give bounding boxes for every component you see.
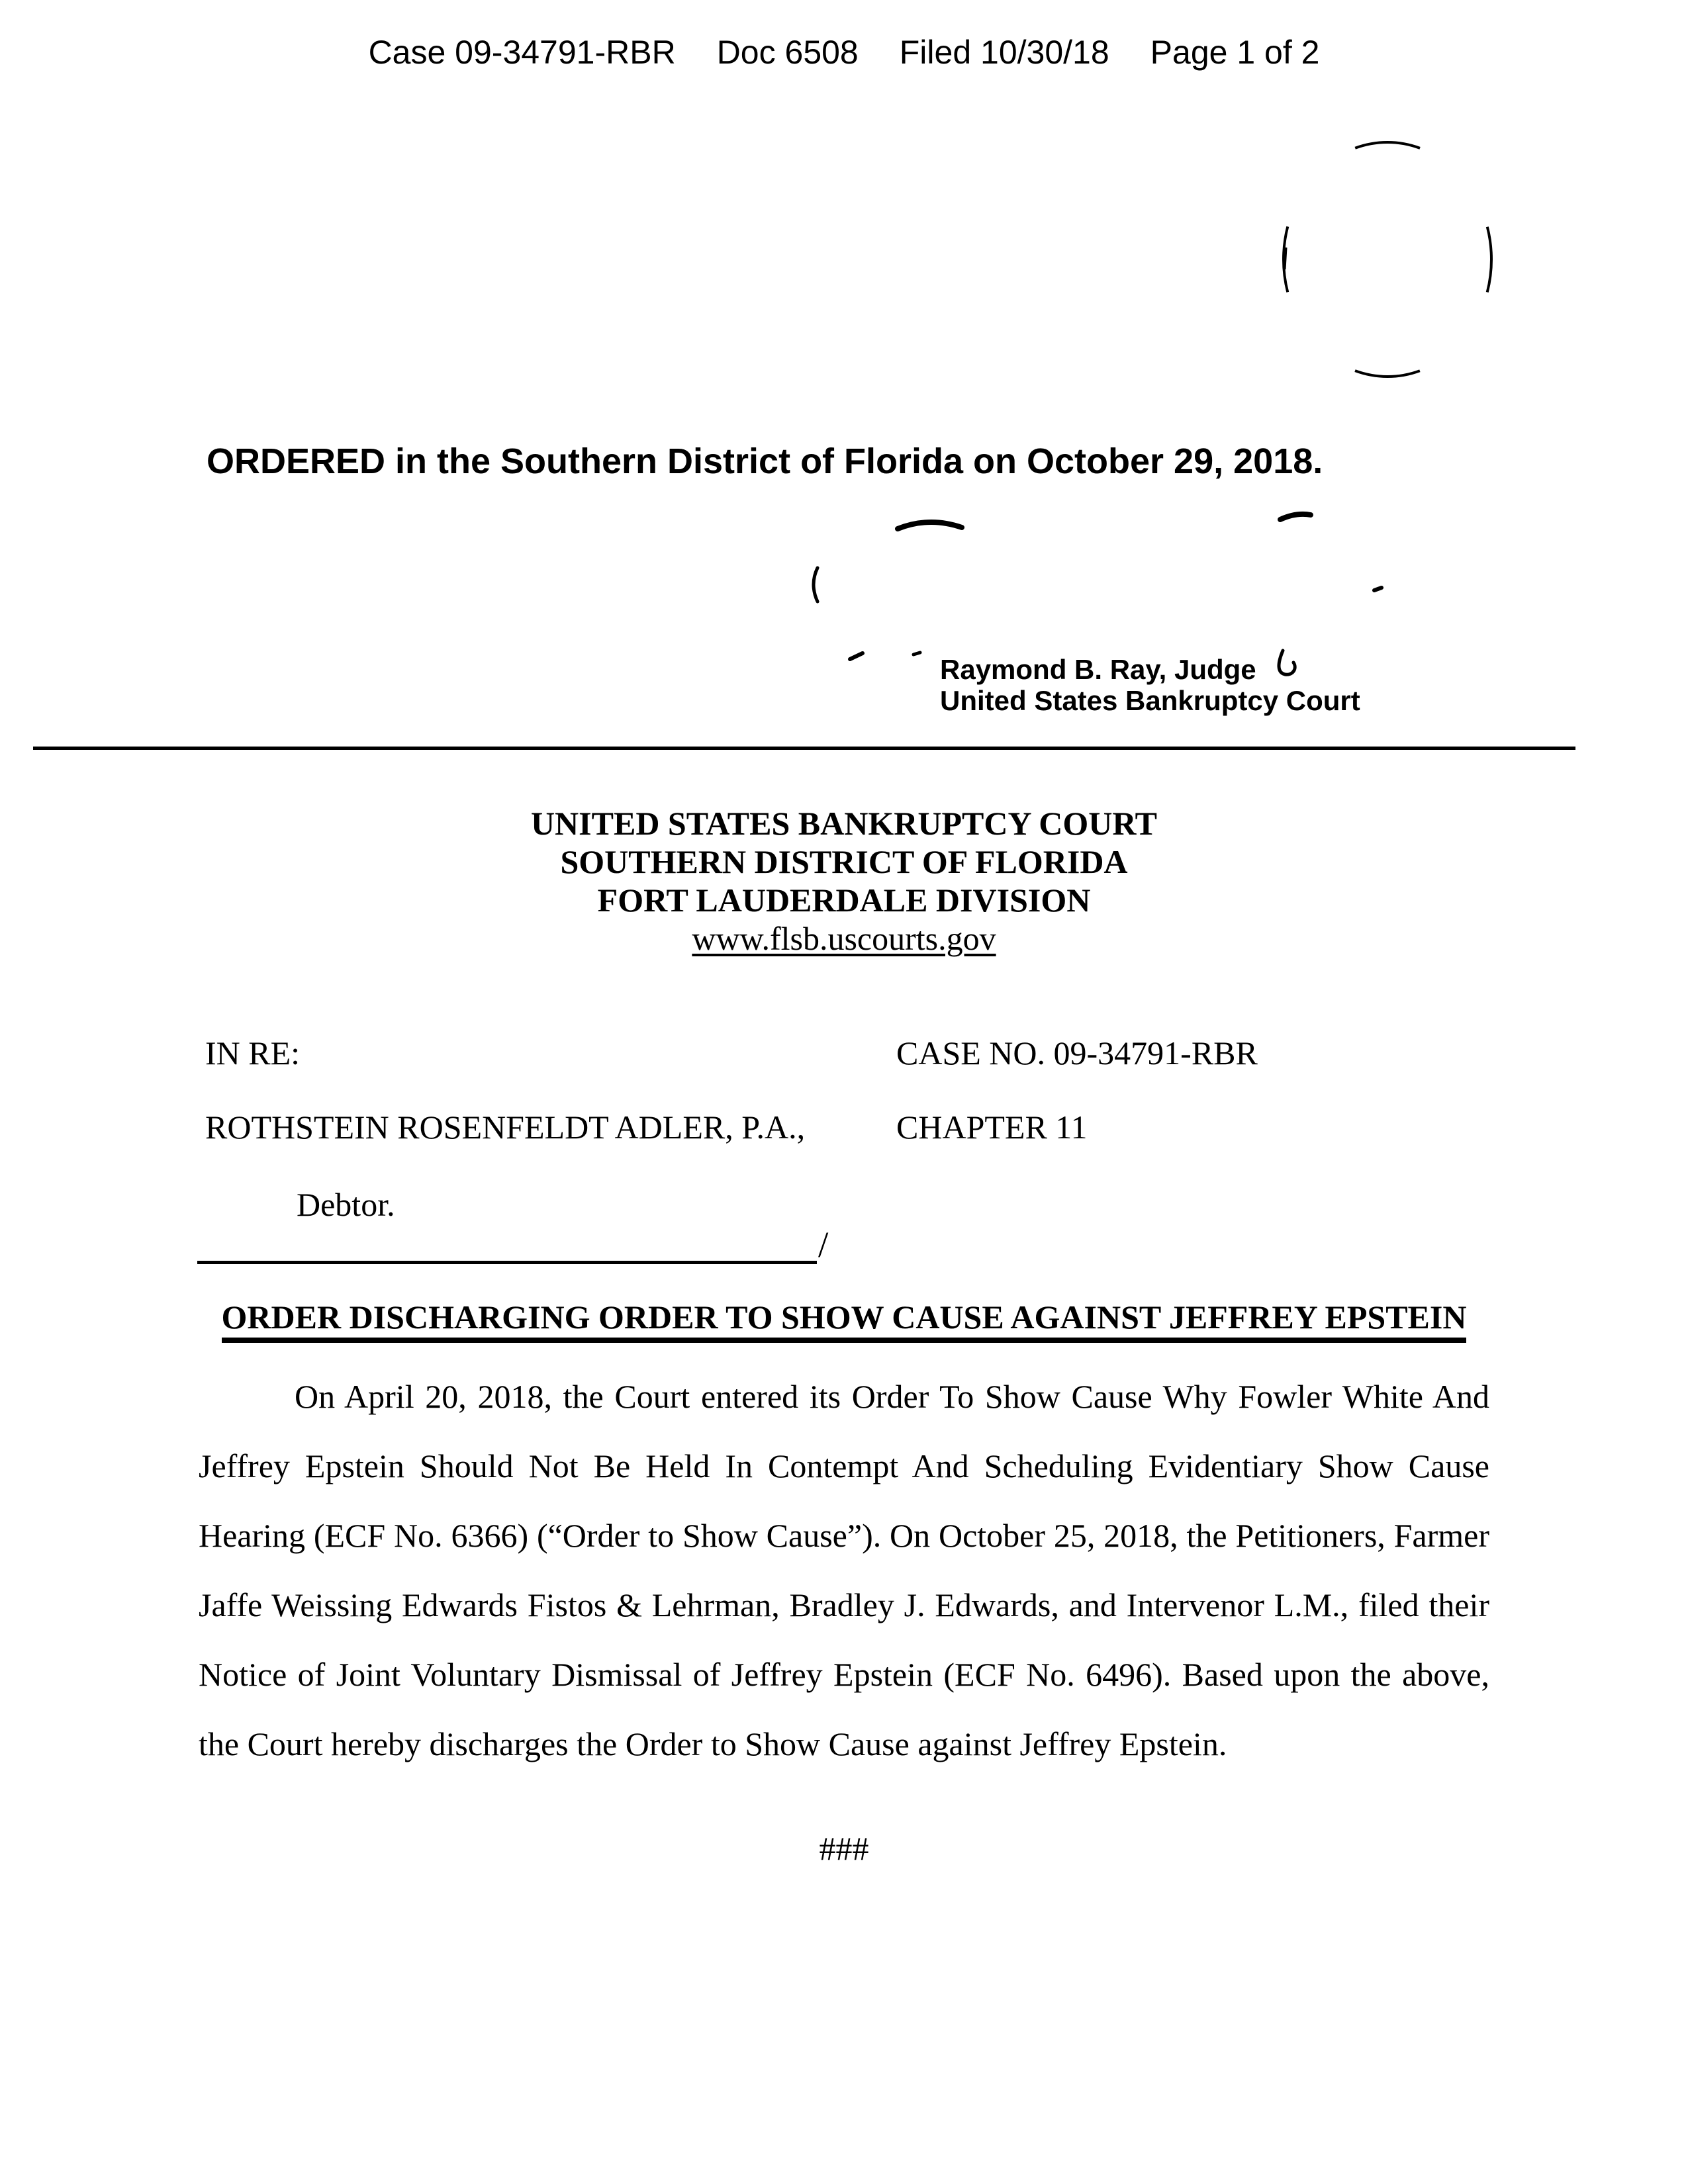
- order-title: [199, 1300, 1489, 1334]
- ecf-page-number: Page 1 of 2: [1150, 34, 1320, 71]
- order-title-text: ORDER DISCHARGING ORDER TO SHOW CAUSE AGAINST JEFFREY EPSTEIN: [222, 1298, 1467, 1343]
- caption-chapter: CHAPTER 11: [896, 1109, 1088, 1146]
- signature-scan-artifact: [814, 514, 1382, 674]
- judge-name: Raymond B. Ray, Judge: [940, 654, 1256, 685]
- caption-case-number: CASE NO. 09-34791-RBR: [896, 1034, 1258, 1071]
- caption-debtor-label: Debtor.: [297, 1186, 395, 1223]
- ordered-stamp-line: ORDERED in the Southern District of Florida on October 29, 2018.: [207, 441, 1323, 481]
- caption-slash: /: [818, 1224, 829, 1265]
- court-district: SOUTHERN DISTRICT OF FLORIDA: [560, 843, 1128, 880]
- end-mark: ###: [819, 1830, 869, 1867]
- caption-in-re: IN RE:: [205, 1034, 301, 1071]
- stamp-separator-rule: [33, 747, 1575, 750]
- ecf-filed-date: Filed 10/30/18: [899, 34, 1109, 71]
- ecf-case-number: Case 09-34791-RBR: [368, 34, 676, 71]
- ecf-stamp-header: [0, 36, 1688, 69]
- order-body-paragraph: On April 20, 2018, the Court entered its Order To Show Cause Why Fowler White And Jeffrey Epstein Should Not Be Held In Contempt And Scheduling Evidentiary Show Cause Hearing (ECF No. 6366) (“Order to Show Cause”). On October 25, 2018, the Petitioners, Farmer Jaffe Weissing Edwards Fistos & Lehrman, Bradley J. Edwards, and Intervenor L.M., filed their Notice of Joint Voluntary Dismissal of Jeffrey Epstein (ECF No. 6496). Based upon the above, the Court hereby discharges the Order to Show Cause against Jeffrey Epstein.: [199, 1378, 1489, 1762]
- ecf-doc-number: Doc 6508: [716, 34, 859, 71]
- seal-scan-artifact: [1284, 142, 1491, 377]
- court-name: UNITED STATES BANKRUPTCY COURT: [530, 805, 1158, 842]
- court-heading: [199, 804, 1489, 958]
- court-website-link: www.flsb.uscourts.gov: [692, 920, 996, 957]
- caption-debtor-name: ROTHSTEIN ROSENFELDT ADLER, P.A.,: [205, 1109, 806, 1146]
- judge-court: United States Bankruptcy Court: [940, 685, 1360, 716]
- judge-signature-block: [940, 654, 1360, 716]
- court-division: FORT LAUDERDALE DIVISION: [597, 882, 1091, 919]
- caption-rule: [197, 1261, 817, 1264]
